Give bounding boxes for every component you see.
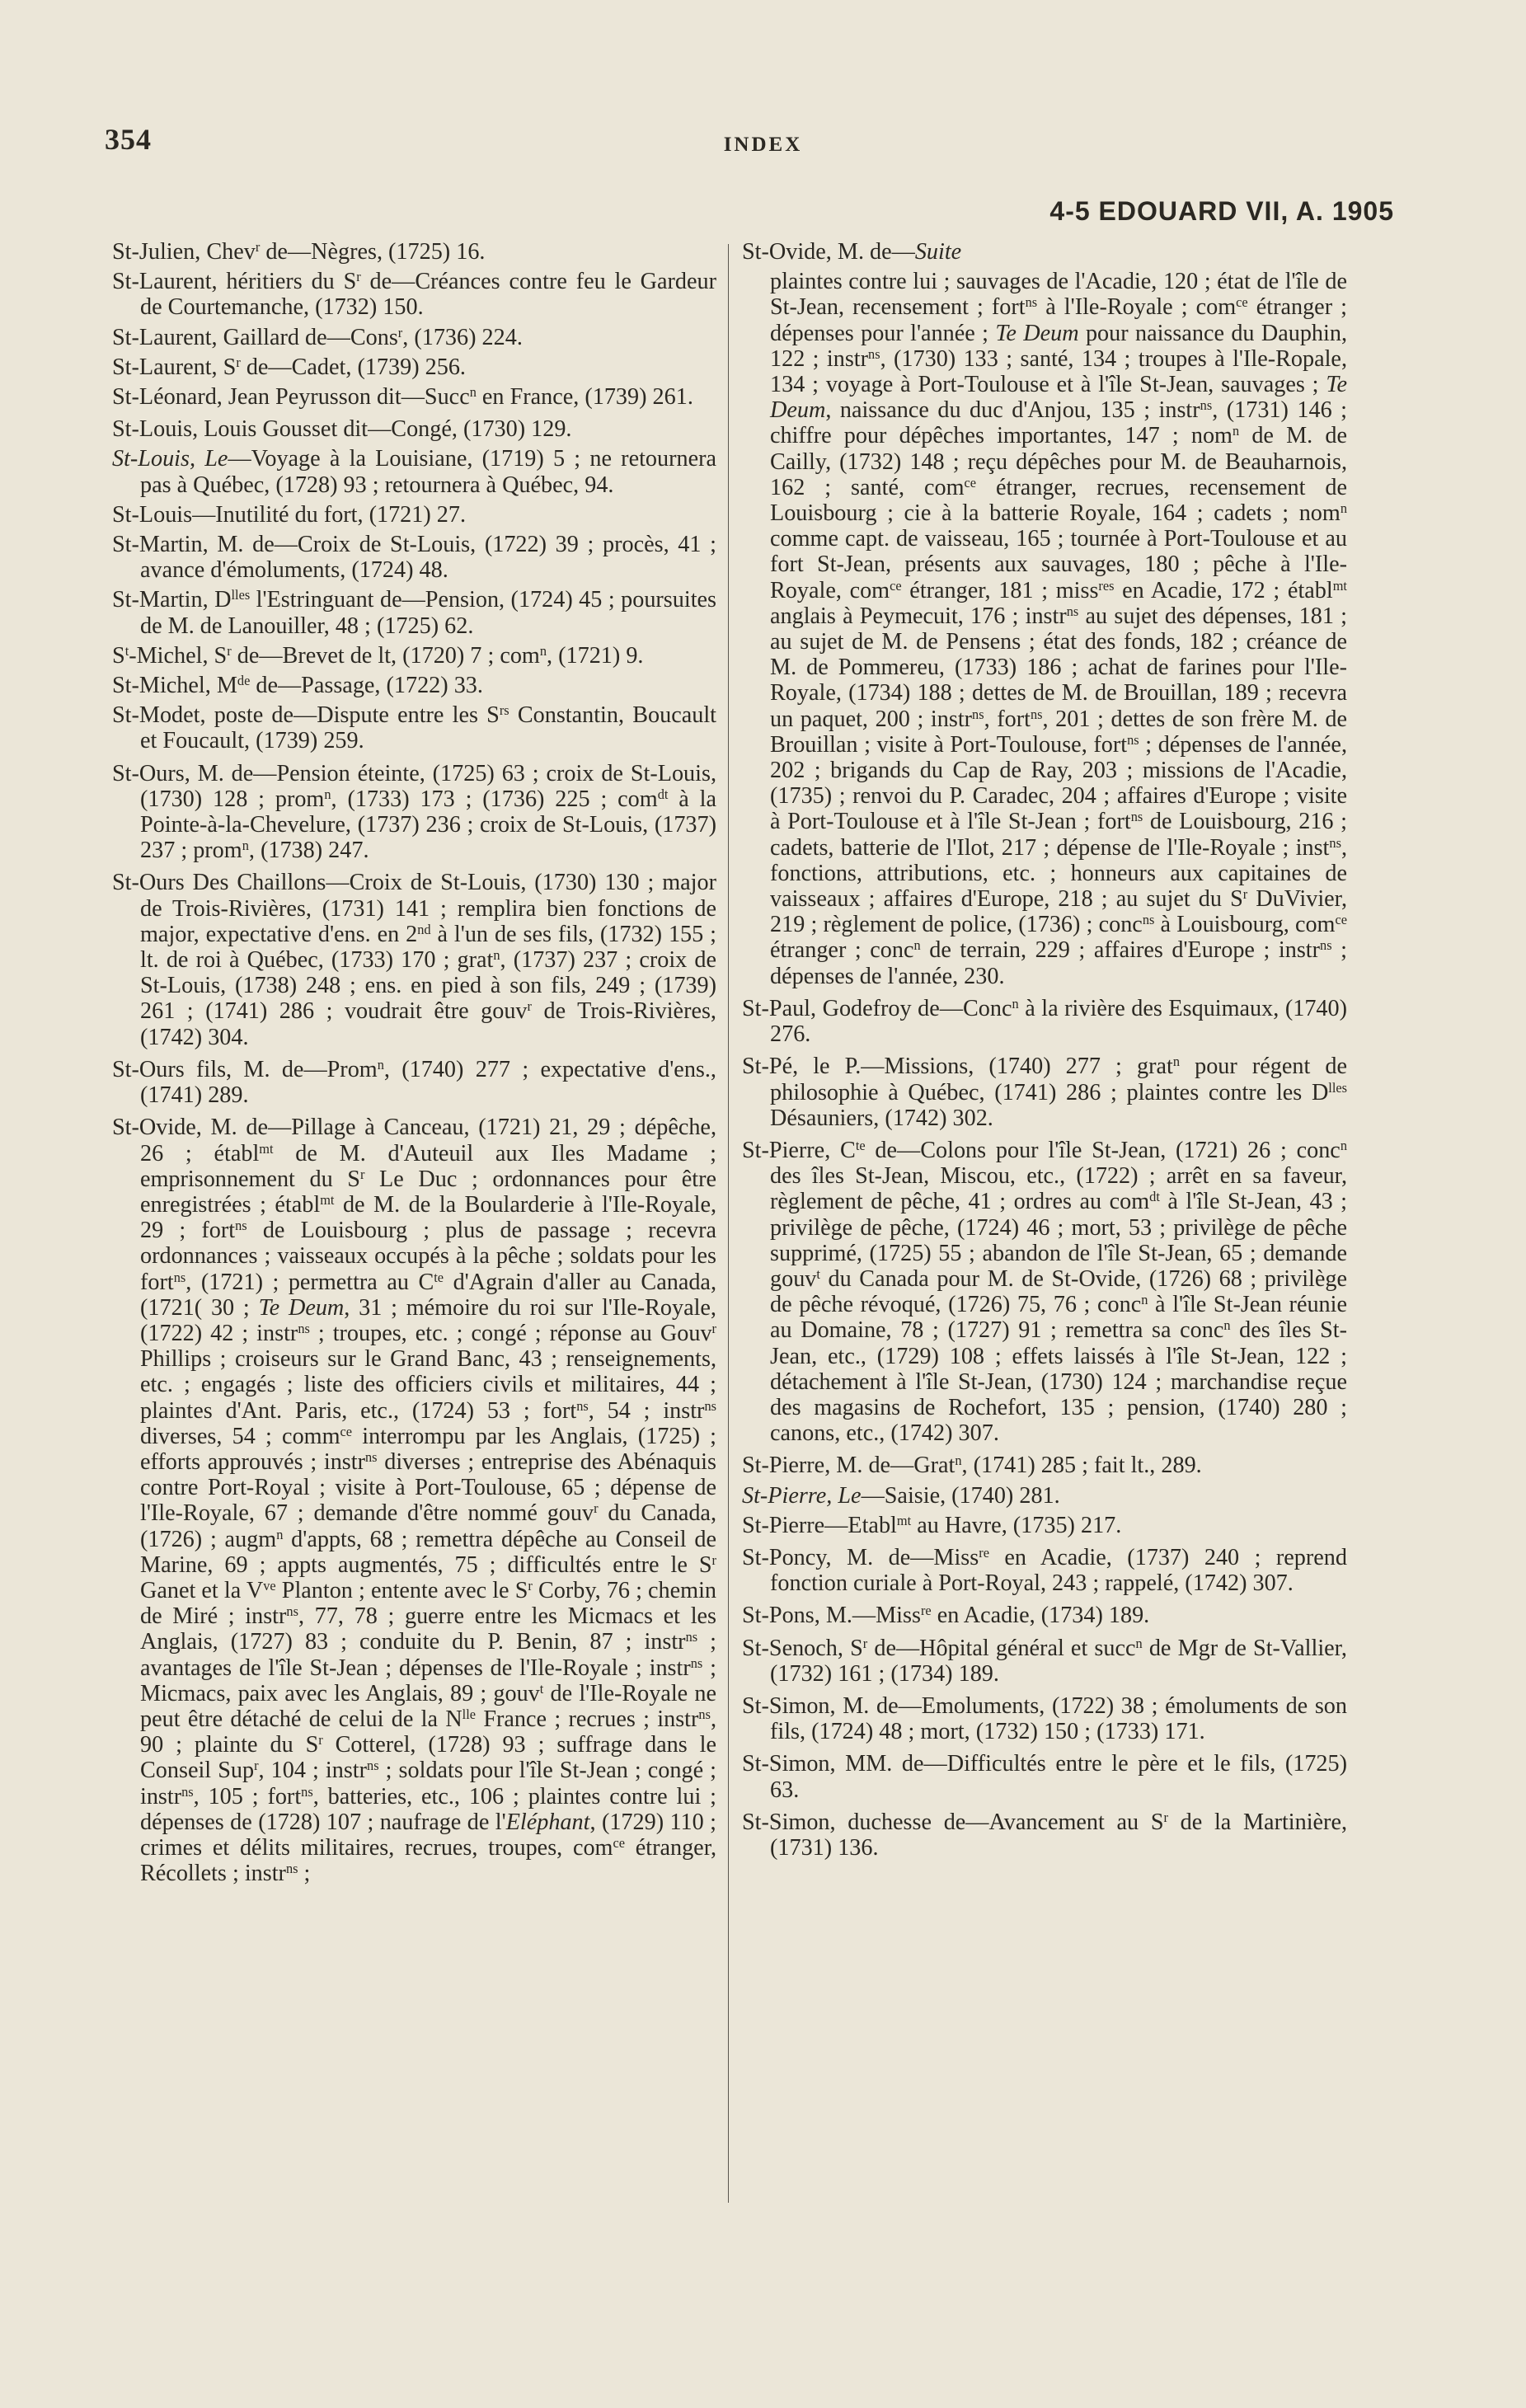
index-entry: St-Pierre—Etabl$^{mt}$ au Havre, (1735) 217. — [742, 1512, 1122, 1538]
index-entry: St-Paul, Godefroy de—Conc$^n$ à la rivière des Esquimaux, (1740) 276. — [742, 995, 1347, 1048]
left-column — [112, 239, 716, 1890]
index-entry: St-Ours fils, M. de—Prom$^n$, (1740) 277 ; expectative d'ens., (1741) 289. — [112, 1056, 716, 1109]
column-divider — [728, 244, 729, 2203]
index-entry: St-Michel, Mde de—Passage, (1722) 33. — [112, 673, 483, 699]
index-entry: St-Pierre, M. de—Grat$^n$, (1741) 285 ; fait lt., 289. — [742, 1453, 1202, 1479]
index-entry: St-Simon, MM. de—Difficultés entre le père et le fils, (1725) 63. — [742, 1751, 1347, 1803]
index-entry: St-Simon, duchesse de—Avancement au $S^r$ de la Martinière, (1731) 136. — [742, 1809, 1348, 1861]
index-entry: St-Simon, M. de—Emoluments, (1722) 38 ; émoluments de son fils, (1724) 48 ; mort, (1732) 150 ; (1733) 171. — [742, 1692, 1347, 1745]
index-entry: St-Laurent, $S^r$ de—Cadet, (1739) 256. — [112, 354, 466, 380]
running-head: INDEX — [723, 134, 803, 156]
index-entry: St-Louis, Louis Gousset dit—Congé, (1730) 129. — [112, 416, 572, 443]
index-entry: St-Poncy, M. de—Miss$^{re}$ en Acadie, (1737) 240 ; reprend fonction curiale à Port-Royal, 243 ; rappelé, (1742) 307. — [742, 1544, 1347, 1597]
index-entry: St-Pons, M.—Miss$^{re}$ en Acadie, (1734) 189. — [742, 1603, 1150, 1629]
index-entry: St-Louis, Le—Voyage à la Louisiane, (1719) 5 ; ne retournera pas à Québec, (1728) 93 ; retournera à Québec, 94. — [112, 446, 716, 498]
index-entry: St-Martin, $D^{lles}$ l'Estringuant de—Pension, (1724) 45 ; poursuites de M. de Lanouiller, 48 ; (1725) 62. — [112, 587, 717, 639]
index-entry: St-Laurent, Gaillard de—Cons$^r$, (1736) 224. — [112, 324, 523, 350]
index-entry: St-Laurent, héritiers du $S^r$ de—Créances contre feu le Gardeur de Courtemanche, (1732) 150. — [112, 269, 716, 321]
index-entry: St-Julien, Chev$^r$ de—Nègres, (1725) 16. — [112, 239, 486, 265]
index-entry: St-Ovide, M. de—Suite — [742, 239, 962, 265]
index-entry: plaintes contre lui ; sauvages de l'Acadie, 120 ; état de l'île de St-Jean, recensement ; fort$^{ns}$ à l'Ile-Royale ; com$^{ce}$ étranger ; dépenses pour l'année ; Te Deum pour naissance du Dauphin, 122 ; instr$^{ns}$, (1730) 133 ; santé, 134 ; troupes à l'Ile-Ropale, 134 ; voyage à Port-Toulouse et à l'île St-Jean, sauvages ; Te Deum, naissance du duc d'Anjou, 135 ; instr$^{ns}$, (1731) 146 ; chiffre pour dépêches importantes, 147 ; nom$^n$ de M. de Cailly, (1732) 148 ; reçu dépêches pour M. de Beauharnois, 162 ; santé, com$^{ce}$ étranger, recrues, recensement de Louisbourg ; cie à la batterie Royale, 164 ; cadets ; nom$^n$ comme capt. de vaisseau, 165 ; tournée à Port-Toulouse et au fort St-Jean, présents aux sauvages, 180 ; pêche à l'Ile-Royale, com$^{ce}$ étranger, 181 ; miss$^{res}$ en Acadie, 172 ; établ$^{mt}$ anglais à Peymecuit, 176 ; instr$^{ns}$ au sujet des dépenses, 181 ; au sujet de M. de Pensens ; état des fonds, 182 ; créance de M. de Pommereu, (1733) 186 ; achat de farines pour l'Ile-Royale, (1734) 188 ; dettes de M. de Brouillan, 189 ; recevra un paquet, 200 ; instr$^{ns}$, fort$^{ns}$, 201 ; dettes de son frère M. de Brouillan ; visite à Port-Toulouse, fort$^{ns}$ ; dépenses de l'année, 202 ; brigands du Cap de Ray, 203 ; missions de l'Acadie, (1735) ; renvoi du P. Caradec, 204 ; affaires d'Europe ; visite à Port-Toulouse et à l'île St-Jean ; fort$^{ns}$ de Louisbourg, 216 ; cadets, batterie de l'Ilot, 217 ; dépense de l'Ile-Royale ; inst$^{ns}$, fonctions, attributions, etc. ; honneurs aux capitaines de vaisseaux ; affaires d'Europe, 218 ; au sujet du $S^r$ DuVivier, 219 ; règlement de police, (1736) ; conc$^{ns}$ à Louisbourg, com$^{ce}$ étranger ; conc$^n$ de terrain, 229 ; affaires d'Europe ; instr$^{ns}$ ; dépenses de l'année, 230. — [770, 269, 1347, 989]
index-entry: St-Martin, M. de—Croix de St-Louis, (1722) 39 ; procès, 41 ; avance d'émoluments, (1724) 48. — [112, 532, 716, 584]
index-entry: St-Ours, M. de—Pension éteinte, (1725) 63 ; croix de St-Louis, (1730) 128 ; prom$^n$, (1733) 173 ; (1736) 225 ; com$^{dt}$ à la Pointe-à-la-Chevelure, (1737) 236 ; croix de St-Louis, (1737) 237 ; prom$^n$, (1738) 247. — [112, 760, 716, 864]
index-entry: St-Pierre, $C^{te}$ de—Colons pour l'île St-Jean, (1721) 26 ; conc$^n$ des îles St-Jean, Miscou, etc., (1722) ; arrêt en sa faveur, règlement de pêche, 41 ; ordres au com$^{dt}$ à l'île St-Jean, 43 ; privilège de pêche, (1724) 46 ; mort, 53 ; privilège de pêche supprimé, (1725) 55 ; abandon de l'île St-Jean, 65 ; demande gouv$^t$ du Canada pour M. de St-Ovide, (1726) 68 ; privilège de pêche révoqué, (1726) 75, 76 ; conc$^n$ à l'île St-Jean réunie au Domaine, 78 ; (1727) 91 ; remettra sa conc$^n$ des îles St-Jean, etc., (1729) 108 ; effets laissés à l'île St-Jean, 122 ; détachement à l'île St-Jean, (1730) 124 ; marchandise reçue des magasins de Rochefort, 135 ; pension, (1740) 280 ; canons, etc., (1742) 307. — [742, 1137, 1348, 1447]
index-entry: St-Modet, poste de—Dispute entre les $S^{rs}$ Constantin, Boucault et Foucault, (1739) 259. — [112, 702, 716, 754]
index-entry: St-Ovide, M. de—Pillage à Canceau, (1721) 21, 29 ; dépêche, 26 ; établ$^{mt}$ de M. d'Auteuil aux Iles Madame ; emprisonnement du $S^r$ Le Duc ; ordonnances pour être enregistrées ; établ$^{mt}$ de M. de la Boularderie à l'Ile-Royale, 29 ; fort$^{ns}$ de Louisbourg ; plus de passage ; recevra ordonnances ; vaisseaux occupés à la pêche ; soldats pour les fort$^{ns}$, (1721) ; permettra au $C^{te}$ d'Agrain d'aller au Canada, (1721( 30 ; Te Deum, 31 ; mémoire du roi sur l'Ile-Royale, (1722) 42 ; instr$^{ns}$ ; troupes, etc. ; congé ; réponse au Gouv$^r$ Phillips ; croiseurs sur le Grand Banc, 43 ; renseignements, etc. ; engagés ; liste des officiers civils et militaires, 44 ; plaintes d'Ant. Paris, etc., (1724) 53 ; fort$^{ns}$, 54 ; instr$^{ns}$ diverses, 54 ; comm$^{ce}$ interrompu par les Anglais, (1725) ; efforts approuvés ; instr$^{ns}$ diverses ; entreprise des Abénaquis contre Port-Royal ; visite à Port-Toulouse, 65 ; dépense de l'Ile-Royale, 67 ; demande d'être nommé gouv$^r$ du Canada, (1726) ; augm$^n$ d'appts, 68 ; remettra dépêche au Conseil de Marine, 69 ; appts augmentés, 75 ; difficultés entre le $S^r$ Ganet et la $V^{ve}$ Planton ; entente avec le $S^r$ Corby, 76 ; chemin de Miré ; instr$^{ns}$, 77, 78 ; guerre entre les Micmacs et les Anglais, (1727) 83 ; conduite du P. Benin, 87 ; instr$^{ns}$ ; avantages de l'île St-Jean ; dépenses de l'Ile-Royale ; instr$^{ns}$ ; Micmacs, paix avec les Anglais, 89 ; gouv$^t$ de l'Ile-Royale ne peut être détaché de celui de la $N^{lle}$ France ; recrues ; instr$^{ns}$, 90 ; plainte du $S^r$ Cotterel, (1728) 93 ; suffrage dans le Conseil Sup$^r$, 104 ; instr$^{ns}$ ; soldats pour l'île St-Jean ; congé ; instr$^{ns}$, 105 ; fort$^{ns}$, batteries, etc., 106 ; plaintes contre lui ; dépenses de (1728) 107 ; naufrage de l'Eléphant, (1729) 110 ; crimes et délits militaires, recrues, troupes, com$^{ce}$ étranger, Récollets ; instr$^{ns}$ ; — [112, 1115, 717, 1887]
index-entry: St-Pé, le P.—Missions, (1740) 277 ; grat$^n$ pour régent de philosophie à Québec, (1741) 286 ; plaintes contre les $D^{lles}$ Désauniers, (1742) 302. — [742, 1054, 1348, 1131]
index-entry: St-Pierre, Le—Saisie, (1740) 281. — [742, 1482, 1060, 1509]
page-number: 354 — [105, 123, 152, 156]
index-entry: St-Ours Des Chaillons—Croix de St-Louis, (1730) 130 ; major de Trois-Rivières, (1731) 141 ; remplira bien fonctions de major, expectative d'ens. en 2nd à l'un de ses fils, (1732) 155 ; lt. de roi à Québec, (1733) 170 ; grat$^n$, (1737) 237 ; croix de St-Louis, (1738) 248 ; ens. en pied à son fils, 249 ; (1739) 261 ; (1741) 286 ; voudrait être gouv$^r$ de Trois-Rivières, (1742) 304. — [112, 870, 716, 1050]
index-entry: $S^t$-Michel, $S^r$ de—Brevet de lt, (1720) 7 ; com$^n$, (1721) 9. — [112, 642, 644, 669]
index-entry: St-Léonard, Jean Peyrusson dit—Succ$^n$ en France, (1739) 261. — [112, 384, 693, 411]
index-entry: St-Senoch, $S^r$ de—Hôpital général et succ$^n$ de Mgr de St-Vallier, (1732) 161 ; (1734) 189. — [742, 1635, 1347, 1687]
index-entry: St-Louis—Inutilité du fort, (1721) 27. — [112, 501, 467, 528]
right-column — [742, 239, 1347, 1865]
edition-label: 4-5 EDOUARD VII, A. 1905 — [1049, 196, 1394, 226]
